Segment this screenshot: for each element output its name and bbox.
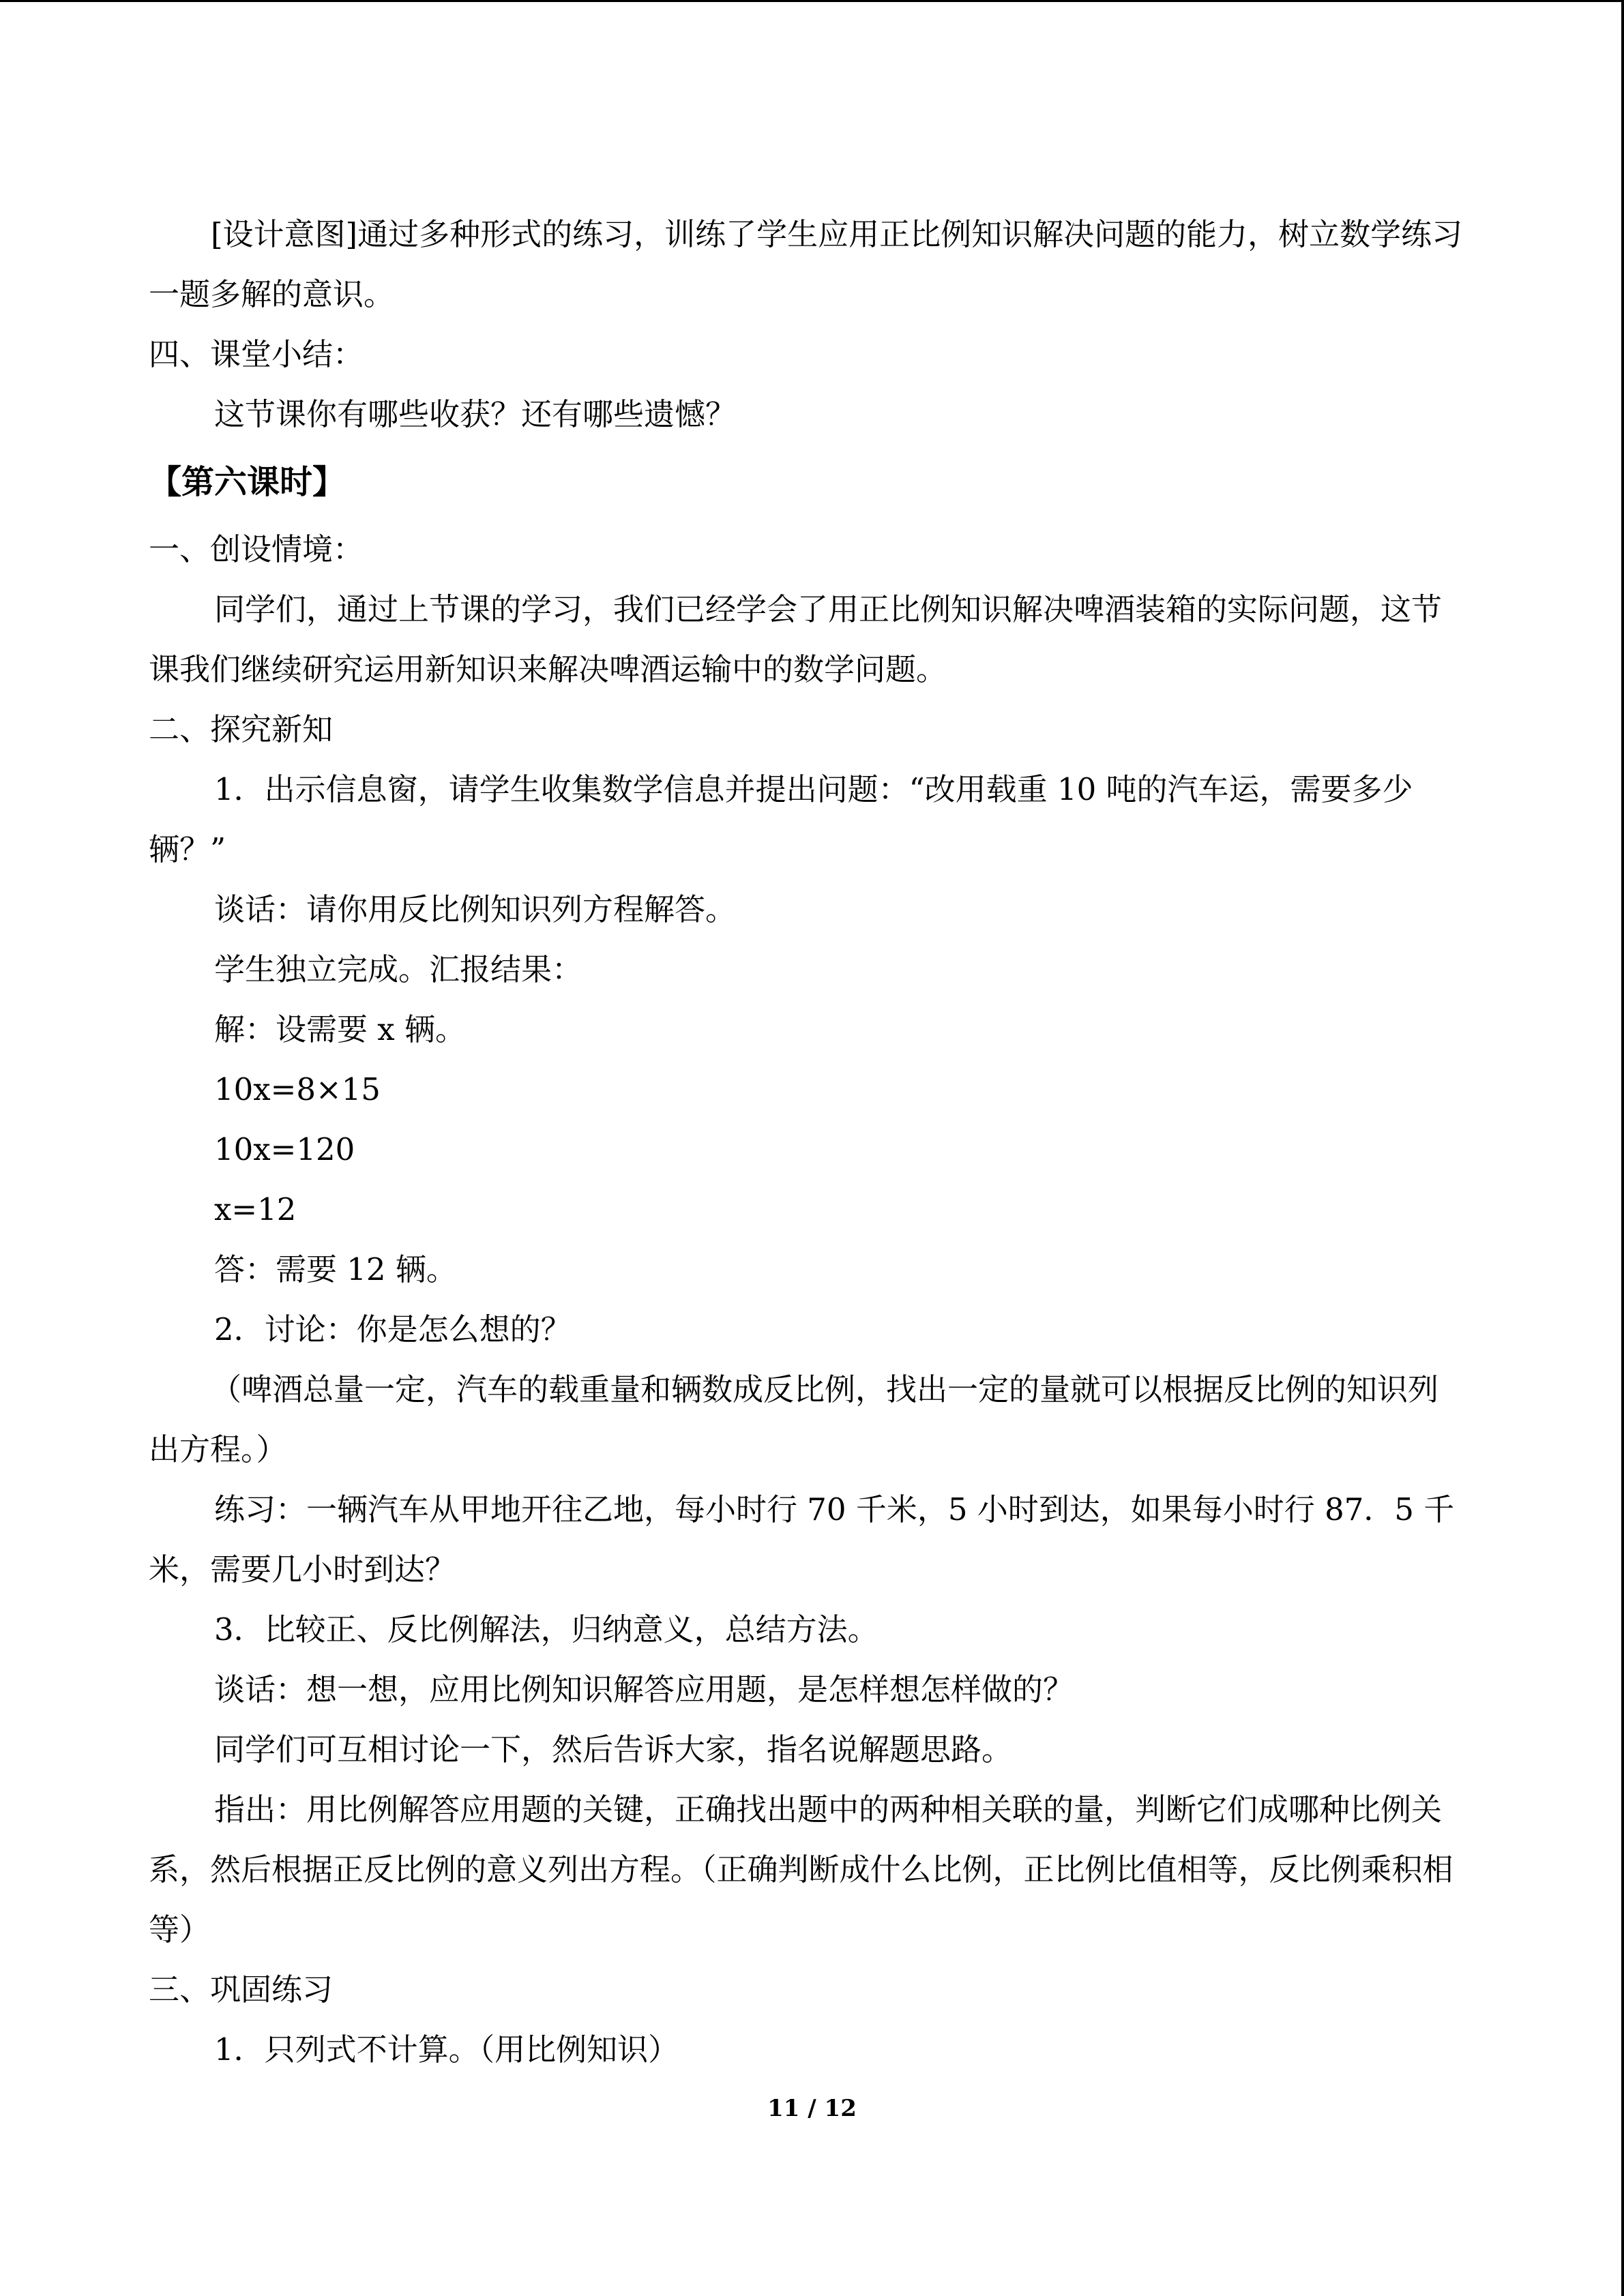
paragraph: [设计意图]通过多种形式的练习，训练了学生应用正比例知识解决问题的能力，树立数学练习一题多解的意识。 bbox=[149, 216, 1463, 312]
paragraph: 练习：一辆汽车从甲地开往乙地，每小时行 70 千米，5 小时到达，如果每小时行 87．5 千米，需要几小时到达？ bbox=[149, 1491, 1455, 1587]
paragraph: 一、创设情境： bbox=[149, 531, 364, 567]
paragraph: 10x=120 bbox=[214, 1131, 355, 1167]
paragraph: 谈话：想一想，应用比例知识解答应用题，是怎样想怎样做的？ bbox=[214, 1671, 1074, 1708]
paragraph: 学生独立完成。汇报结果： bbox=[214, 951, 583, 987]
page-number: 11 / 12 bbox=[767, 2095, 857, 2122]
paragraph: 3．比较正、反比例解法，归纳意义，总结方法。 bbox=[214, 1611, 879, 1648]
page-border-right bbox=[1621, 0, 1624, 2296]
paragraph: 同学们可互相讨论一下，然后告诉大家，指名说解题思路。 bbox=[214, 1731, 1013, 1768]
paragraph: 答：需要 12 辆。 bbox=[214, 1251, 457, 1287]
document-body bbox=[149, 205, 1468, 2080]
paragraph: x=12 bbox=[214, 1191, 297, 1227]
paragraph: 谈话：请你用反比例知识列方程解答。 bbox=[214, 891, 737, 927]
section-title: 【第六课时】 bbox=[149, 463, 346, 501]
paragraph: 这节课你有哪些收获？还有哪些遗憾？ bbox=[214, 396, 737, 432]
page-border-top bbox=[0, 0, 1624, 2]
paragraph: 指出：用比例解答应用题的关键，正确找出题中的两种相关联的量，判断它们成哪种比例关系，然后根据正反比例的意义列出方程。（正确判断成什么比例，正比例比值相等，反比例乘积相等） bbox=[149, 1791, 1453, 1948]
paragraph: 2．讨论：你是怎么想的？ bbox=[214, 1311, 572, 1347]
paragraph: 同学们，通过上节课的学习，我们已经学会了用正比例知识解决啤酒装箱的实际问题，这节课我们继续研究运用新知识来解决啤酒运输中的数学问题。 bbox=[149, 591, 1443, 687]
paragraph: 解：设需要 x 辆。 bbox=[214, 1011, 466, 1047]
paragraph: （啤酒总量一定，汽车的载重量和辆数成反比例，找出一定的量就可以根据反比例的知识列出方程。） bbox=[149, 1371, 1439, 1467]
paragraph: 1．只列式不计算。（用比例知识） bbox=[214, 2031, 679, 2068]
paragraph: 四、课堂小结： bbox=[149, 336, 364, 372]
paragraph: 二、探究新知 bbox=[149, 711, 334, 747]
paragraph: 三、巩固练习 bbox=[149, 1971, 334, 2008]
paragraph: 1．出示信息窗，请学生收集数学信息并提出问题：“改用载重 10 吨的汽车运，需要多少辆？” bbox=[149, 771, 1413, 867]
paragraph: 10x=8×15 bbox=[214, 1071, 381, 1107]
